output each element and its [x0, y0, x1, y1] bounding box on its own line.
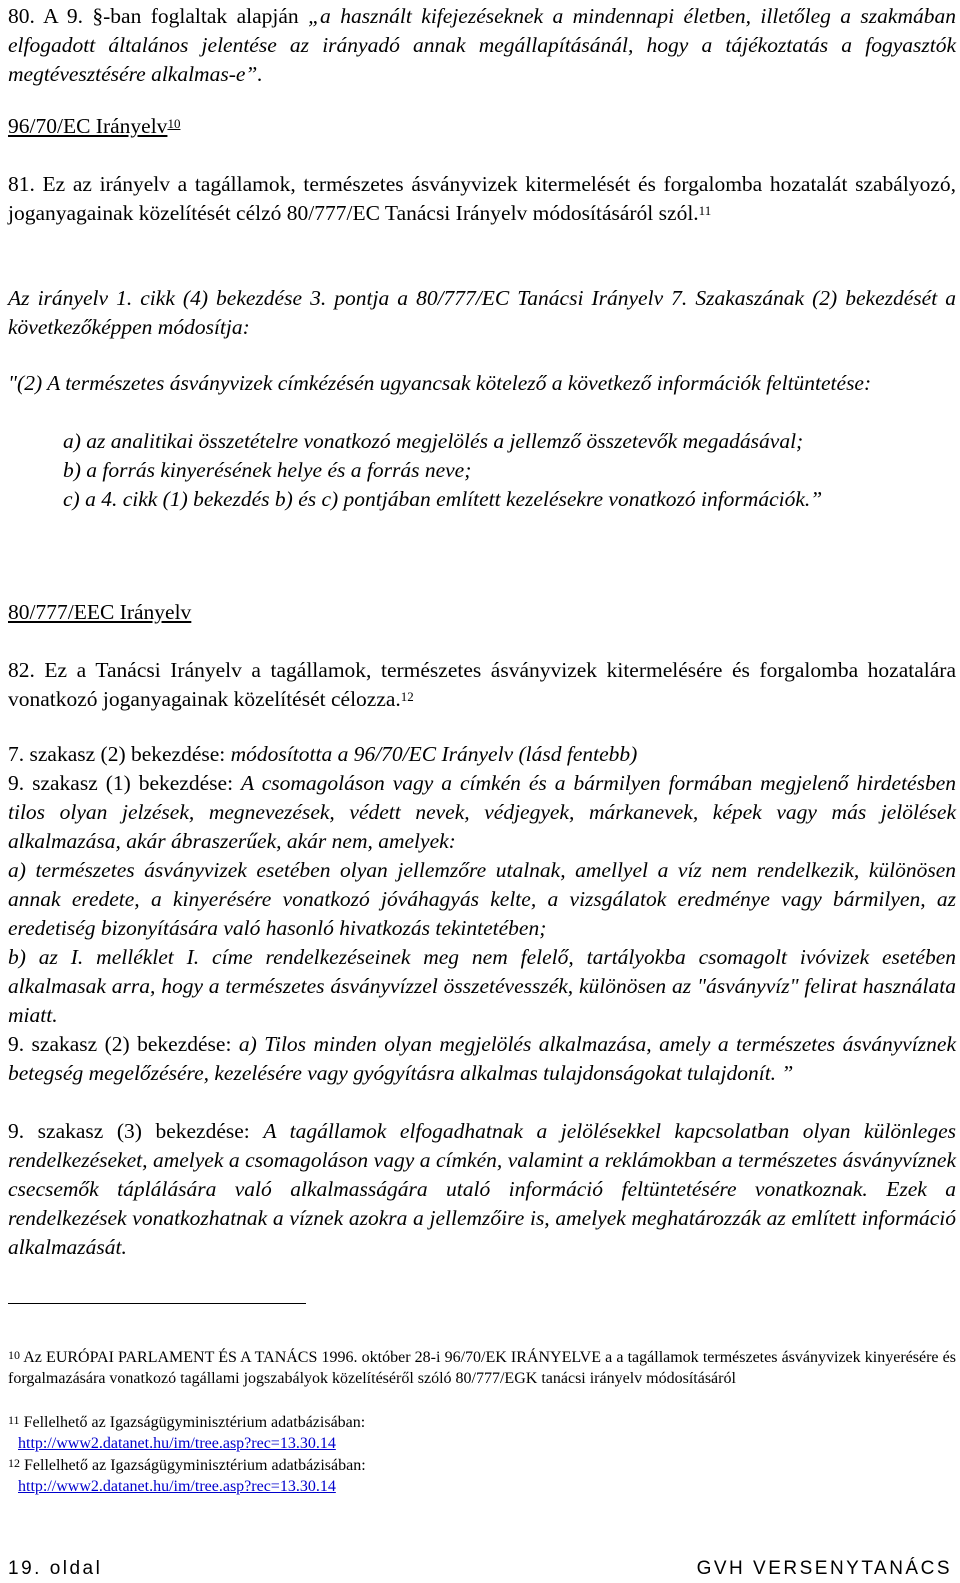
amendment-paragraph: Az irányelv 1. cikk (4) bekezdése 3. pontja a 80/777/EC Tanácsi Irányelv 7. Szakaszának (2) bekezdését a következőképpen módosítja:: [8, 286, 956, 339]
list-item-c: c) a 4. cikk (1) bekezdés b) és c) pontjában említett kezelésekre vonatkozó információk.”: [63, 487, 823, 511]
heading-96-70-ec-text: 96/70/EC Irányelv: [8, 114, 168, 138]
footnote-10: [8, 1347, 956, 1389]
paragraph-81: [8, 170, 956, 228]
section-9-2-lead: 9. szakasz (2) bekezdése:: [8, 1032, 239, 1056]
section-9-3-text: A tagállamok elfogadhatnak a jelölésekkel kapcsolatban olyan különleges rendelkezéseket, amelyek a csomagoláson vagy a címkén, valamint a reklámokban a természetes ásványvíznek csecsemők táplálására való alkalmasságára utaló információ feltüntetésére vonatkoznak. Ezek a rendelkezések vonatkozhatnak a víznek azokra a jellemzőire is, amelyek meghatározzák az említett információ alkalmazását.: [8, 1119, 956, 1259]
heading-80-777-eec: [8, 598, 956, 627]
footnote-ref-11: 11: [698, 203, 712, 218]
section-9-1: [8, 769, 956, 856]
paragraph-82-text: 82. Ez a Tanácsi Irányelv a tagállamok, természetes ásványvizek kitermelésére és forgalomba hozatalára vonatkozó joganyagainak közelítését célozza.: [8, 658, 956, 711]
footnote-10-text: Az EURÓPAI PARLAMENT ÉS A TANÁCS 1996. október 28-i 96/70/EK IRÁNYELVE a a tagállamok természetes ásványvizek kinyerésére és forgalmazására vonatkozó tagállami jogszabályok közelítéséről szóló 80/777/EGK tanácsi irányelv módosításáról: [8, 1349, 956, 1387]
section-9-2: [8, 1030, 956, 1088]
footnote-12: [8, 1455, 956, 1497]
section-7-2-text: módosította a 96/70/EC Irányelv (lásd fentebb): [230, 742, 638, 766]
footer-organization: GVH VERSENYTANÁCS: [696, 1558, 952, 1579]
footnote-ref-10: 10: [167, 116, 181, 131]
footnote-10-number: 10: [8, 1348, 20, 1362]
footnote-11-text: Fellelhető az Igazságügyminisztérium adatbázisában:: [19, 1414, 366, 1431]
section-9-3-lead: 9. szakasz (3) bekezdése:: [8, 1119, 264, 1143]
list-item-b: b) a forrás kinyerésének helye és a forrás neve;: [63, 458, 472, 482]
paragraph-82: [8, 656, 956, 714]
paragraph-80: [8, 2, 956, 89]
heading-80-777-eec-text: 80/777/EEC Irányelv: [8, 600, 192, 624]
paragraph-80-quote: „a használt kifejezéseknek a mindennapi életben, illetőleg a szakmában elfogadott általános jelentése az irányadó annak megállapításánál, hogy a tájékoztatás a fogyasztók megtévesztésére alkalmas-e”.: [8, 4, 956, 86]
footnote-12-text: Fellelhető az Igazságügyminisztérium adatbázisában:: [20, 1457, 366, 1474]
footnote-12-link[interactable]: http://www2.datanet.hu/im/tree.asp?rec=13.30.14: [18, 1478, 336, 1495]
heading-96-70-ec: [8, 112, 956, 141]
section-9-2-text: a) Tilos minden olyan megjelölés alkalmazása, amely a természetes ásványvíznek betegség megelőzésére, kezelésére vagy gyógyításra alkalmas tulajdonságokat tulajdonít. ”: [8, 1032, 956, 1085]
section-7-2-lead: 7. szakasz (2) bekezdése:: [8, 742, 231, 766]
section-9-1-text: A csomagoláson vagy a címkén és a bármilyen formában megjelenő hirdetésben tilos olyan jelzések, megnevezések, védett nevek, védjegyek, márkanevek, képek vagy más jelölések alkalmazása, akár ábraszerűek, akár nem, amelyek:: [8, 771, 956, 853]
footnote-11: [8, 1412, 956, 1454]
paragraph-81-text: 81. Ez az irányelv a tagállamok, természetes ásványvizek kitermelését és forgalomba hozatalát szabályozó, joganyagainak közelítését célzó 80/777/EC Tanácsi Irányelv módosításáról szól.: [8, 172, 956, 225]
quote-intro: "(2) A természetes ásványvizek címkézésén ugyancsak kötelező a következő információk feltüntetése:: [8, 371, 872, 395]
footnote-12-number: 12: [8, 1456, 20, 1470]
section-9-1-a: a) természetes ásványvizek esetében olyan jellemzőre utalnak, amellyel a víz nem rendelkezik, különösen annak eredete, a kinyerésére vonatkozó jóváhagyás kelte, a vizsgálatok eredménye vagy bármilyen, az eredetiség bizonyítására való hasonló hivatkozás tekintetében;: [8, 858, 956, 940]
section-9-1-b: b) az I. melléklet I. címe rendelkezéseinek meg nem felelő, tartályokba csomagolt ivóvizek esetében alkalmasak arra, hogy a természetes ásványvízzel összetévesszék, különösen az "ásványvíz" felirat használata miatt.: [8, 945, 956, 1027]
list-item-a: a) az analitikai összetételre vonatkozó megjelölés a jellemző összetevők megadásával;: [63, 429, 804, 453]
section-9-3: [8, 1117, 956, 1262]
section-7-2: [8, 740, 956, 769]
page-number: 19. oldal: [8, 1558, 103, 1579]
footnote-divider: [8, 1303, 306, 1304]
page-footer: [8, 1558, 952, 1580]
footnote-11-link[interactable]: http://www2.datanet.hu/im/tree.asp?rec=13.30.14: [18, 1435, 336, 1452]
paragraph-80-lead: 80. A 9. §-ban foglaltak alapján: [8, 4, 309, 28]
footnote-ref-12: 12: [400, 689, 414, 704]
footnote-11-number: 11: [8, 1413, 20, 1427]
section-9-1-lead: 9. szakasz (1) bekezdése:: [8, 771, 242, 795]
